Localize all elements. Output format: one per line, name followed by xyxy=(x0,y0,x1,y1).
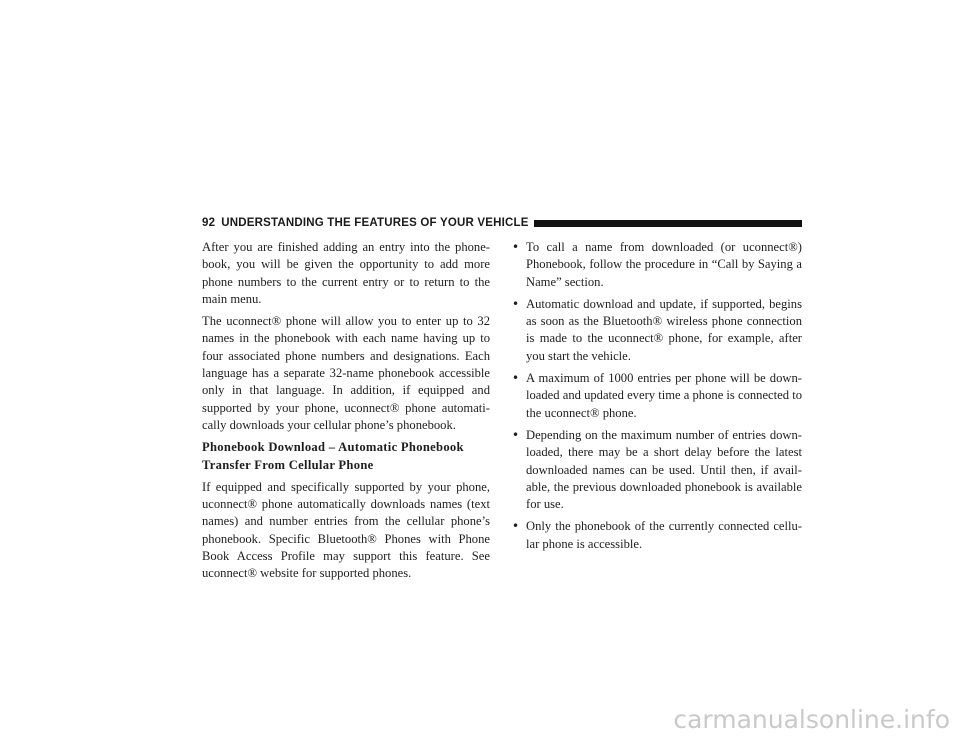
bullet-text: Automatic download and update, if supported, begins as soon as the Bluetooth® wireless phone connection is made to the uconnect® phone, for example, after you start the vehicle. xyxy=(526,296,802,363)
list-item xyxy=(512,427,802,513)
right-column xyxy=(512,239,802,558)
list-item xyxy=(512,370,802,422)
paragraph-phonebook-capacity: The uconnect® phone will allow you to enter up to 32 names in the phonebook with each name having up to four associated phone numbers and designations. Each language has a separate 32-name phonebook accessible only in that language. In addition, if equipped and supported by your phone, uconnect® phone automati-cally downloads your cellular phone’s phonebook. xyxy=(202,314,490,432)
bullet-text: Depending on the maximum number of entries down-loaded, there may be a short delay before the latest downloaded names can be used. Until then, if avail-able, the previous downloaded phonebook is available for use. xyxy=(526,427,802,512)
header-text xyxy=(202,217,529,229)
page-number: 92 xyxy=(202,217,216,229)
bullet-icon: • xyxy=(512,519,520,534)
bullet-list xyxy=(512,239,802,553)
list-item xyxy=(512,239,802,291)
page-header xyxy=(202,216,802,230)
left-column xyxy=(202,239,490,588)
bullet-icon: • xyxy=(512,296,520,311)
watermark: carmanualsonline.info xyxy=(673,705,950,734)
paragraph-finished-adding: After you are finished adding an entry into the phone-book, you will be given the opportunity to add more phone numbers to the current entry or to return to the main menu. xyxy=(202,240,490,306)
bullet-icon: • xyxy=(512,240,520,254)
bullet-icon: • xyxy=(512,427,520,442)
list-item xyxy=(512,518,802,553)
bullet-icon: • xyxy=(512,371,520,386)
paragraph-automatic-download: If equipped and specifically supported by your phone, uconnect® phone automatically downloads names (text names) and number entries from the cellular phone’s phonebook. Specific Bluetooth® Phones with Phone Book Access Profile may support this feature. See uconnect® website for supported phones. xyxy=(202,479,490,581)
bullet-text: A maximum of 1000 entries per phone will be down-loaded and updated every time a phone is connected to the uconnect® phone. xyxy=(526,371,802,420)
header-rule xyxy=(534,220,802,227)
bullet-text: Only the phonebook of the currently connected cellu-lar phone is accessible. xyxy=(526,519,802,551)
list-item xyxy=(512,296,802,365)
section-heading-phonebook-download: Phonebook Download – Automatic Phonebook Transfer From Cellular Phone xyxy=(202,440,464,472)
bullet-text: To call a name from downloaded (or uconnect®) Phonebook, follow the procedure in “Call by Saying a Name” section. xyxy=(526,240,802,289)
header-title: UNDERSTANDING THE FEATURES OF YOUR VEHICLE xyxy=(221,217,529,229)
